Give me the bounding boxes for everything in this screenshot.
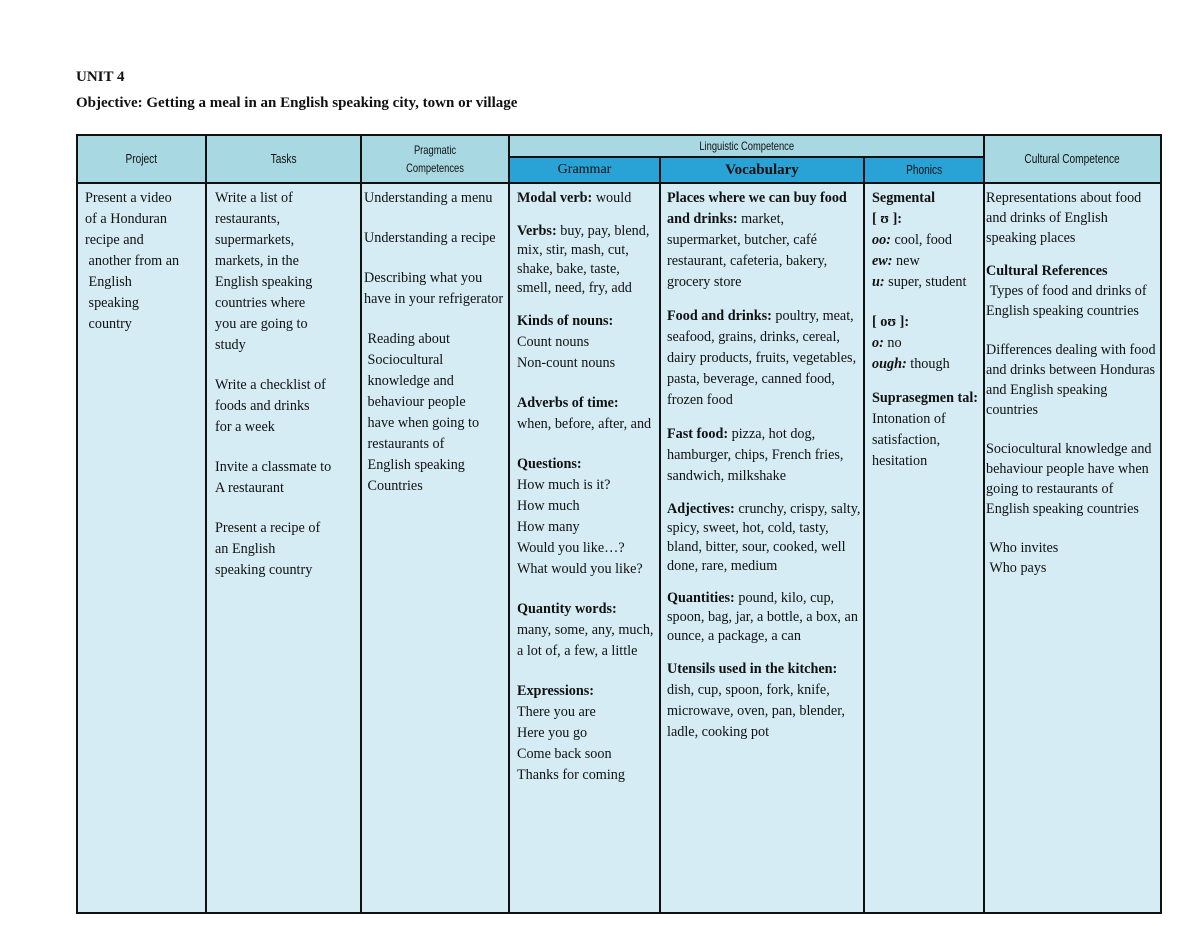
quantity-value: many, some, any, much, a lot of, a few, a little xyxy=(517,622,654,659)
question: How many xyxy=(517,519,580,535)
header-vocabulary: Vocabulary xyxy=(660,157,864,183)
project-line: recipe and xyxy=(85,232,144,248)
vocabulary-cell xyxy=(660,183,864,913)
pragmatic-item: Describing what you have in your refrigerator xyxy=(364,270,504,307)
cultural-cell xyxy=(984,183,1161,913)
header-tasks: Tasks xyxy=(206,135,361,183)
vocab-adjectives: Adjectives: crunchy, crispy, salty, spicy, sweet, hot, cold, tasty, bland, bitter, sour, cooked, well done, rare, medium xyxy=(667,501,861,574)
noun-kind: Count nouns xyxy=(517,334,590,350)
adverbs-value: when, before, after, and xyxy=(517,416,652,432)
nouns-label: Kinds of nouns: xyxy=(517,313,614,329)
task-line: Present a recipe of xyxy=(215,520,321,536)
sound-symbol: [ ʊ ]: xyxy=(872,211,903,227)
task-line: study xyxy=(215,337,246,353)
question: What would you like? xyxy=(517,561,643,577)
verbs: Verbs: buy, pay, blend, mix, stir, mash, cut, shake, bake, taste, smell, need, fry, add xyxy=(517,223,650,296)
modal-verb: Modal verb: would xyxy=(517,190,632,206)
header-linguistic: Linguistic Competence xyxy=(509,135,984,157)
pragmatic-item: Understanding a recipe xyxy=(364,230,496,246)
sound-symbol: [ oʊ ]: xyxy=(872,314,910,330)
header-pragmatic: Pragmatic Competences xyxy=(361,135,509,183)
project-line: another from an xyxy=(85,253,180,269)
spelling-oo: oo: cool, food xyxy=(872,232,952,248)
project-line: Present a video xyxy=(85,190,172,206)
expression: There you are xyxy=(517,704,596,720)
task-line: you are going to xyxy=(215,316,308,332)
intonation: Intonation of satisfaction, hesitation xyxy=(872,411,946,469)
project-line: speaking xyxy=(85,295,139,311)
task-line: markets, in the xyxy=(215,253,299,269)
cultural-line: Who pays xyxy=(986,560,1047,576)
vocab-quantities: Quantities: pound, kilo, cup, spoon, bag, jar, a bottle, a box, an ounce, a package, a can xyxy=(667,590,858,644)
project-line: English xyxy=(85,274,132,290)
pragmatic-line: Sociocultural xyxy=(364,352,444,368)
header-phonics: Phonics xyxy=(864,157,984,183)
phonics-cell xyxy=(864,183,984,913)
grammar-cell xyxy=(509,183,660,913)
task-line: foods and drinks xyxy=(215,398,310,414)
questions-label: Questions: xyxy=(517,456,582,472)
task-line: Write a checklist of xyxy=(215,377,326,393)
expression: Thanks for coming xyxy=(517,767,625,783)
cultural-item: Representations about food and drinks of English speaking places xyxy=(986,190,1142,246)
pragmatic-line: have when going to xyxy=(364,415,480,431)
task-line: speaking country xyxy=(215,562,313,578)
tasks-cell xyxy=(206,183,361,913)
pragmatic-line: knowledge and xyxy=(364,373,454,389)
spelling-ew: ew: new xyxy=(872,253,920,269)
vocab-food: Food and drinks: poultry, meat, seafood, grains, drinks, cereal, dairy products, fruits, vegetables, pasta, beverage, canned food, frozen food xyxy=(667,308,857,408)
spelling-ough: ough: though xyxy=(872,356,950,372)
segmental-label: Segmental xyxy=(872,190,936,206)
cultural-item: Sociocultural knowledge and behaviour people have when going to restaurants of English speaking countries xyxy=(986,441,1152,517)
task-line: Invite a classmate to xyxy=(215,459,332,475)
expressions-label: Expressions: xyxy=(517,683,594,699)
vocab-utensils: Utensils used in the kitchen: dish, cup, spoon, fork, knife, microwave, oven, pan, blender, ladle, cooking pot xyxy=(667,661,845,740)
unit-title: UNIT 4 xyxy=(76,69,125,85)
project-line: of a Honduran xyxy=(85,211,167,227)
pragmatic-line: Countries xyxy=(364,478,423,494)
pragmatic-line: behaviour people xyxy=(364,394,466,410)
task-line: for a week xyxy=(215,419,275,435)
question: How much xyxy=(517,498,580,514)
spelling-o: o: no xyxy=(872,335,902,351)
cultural-item: Types of food and drinks of English speaking countries xyxy=(986,283,1151,319)
pragmatic-item: Understanding a menu xyxy=(364,190,493,206)
pragmatic-cell xyxy=(361,183,509,913)
vocab-fastfood: Fast food: pizza, hot dog, hamburger, chips, French fries, sandwich, milkshake xyxy=(667,426,844,484)
noun-kind: Non-count nouns xyxy=(517,355,616,371)
header-grammar: Grammar xyxy=(509,157,660,183)
task-line: restaurants, xyxy=(215,211,281,227)
task-line: A restaurant xyxy=(215,480,284,496)
competence-table xyxy=(76,134,1162,914)
vocab-places: Places where we can buy food and drinks: market, supermarket, butcher, café restaurant, cafeteria, bakery, grocery store xyxy=(667,190,847,290)
adverbs-label: Adverbs of time: xyxy=(517,395,619,411)
question: How much is it? xyxy=(517,477,611,493)
task-line: countries where xyxy=(215,295,306,311)
task-line: an English xyxy=(215,541,276,557)
pragmatic-line: English speaking xyxy=(364,457,465,473)
task-line: Write a list of xyxy=(215,190,293,206)
cultural-line: Who invites xyxy=(986,540,1059,556)
quantity-label: Quantity words: xyxy=(517,601,617,617)
project-line: country xyxy=(85,316,132,332)
expression: Come back soon xyxy=(517,746,612,762)
question: Would you like…? xyxy=(517,540,625,556)
spelling-u: u: super, student xyxy=(872,274,967,290)
suprasegmental-label: Suprasegmen tal: xyxy=(872,390,979,406)
cultural-references-label: Cultural References xyxy=(986,263,1108,279)
pragmatic-line: restaurants of xyxy=(364,436,445,452)
header-cultural: Cultural Competence xyxy=(984,135,1161,183)
task-line: English speaking xyxy=(215,274,313,290)
pragmatic-line: Reading about xyxy=(364,331,450,347)
project-cell xyxy=(77,183,206,913)
header-project: Project xyxy=(77,135,206,183)
objective-heading: Objective: Getting a meal in an English speaking city, town or village xyxy=(76,95,518,111)
cultural-item: Differences dealing with food and drinks between Honduras and English speaking countries xyxy=(986,342,1156,418)
expression: Here you go xyxy=(517,725,588,741)
task-line: supermarkets, xyxy=(215,232,295,248)
